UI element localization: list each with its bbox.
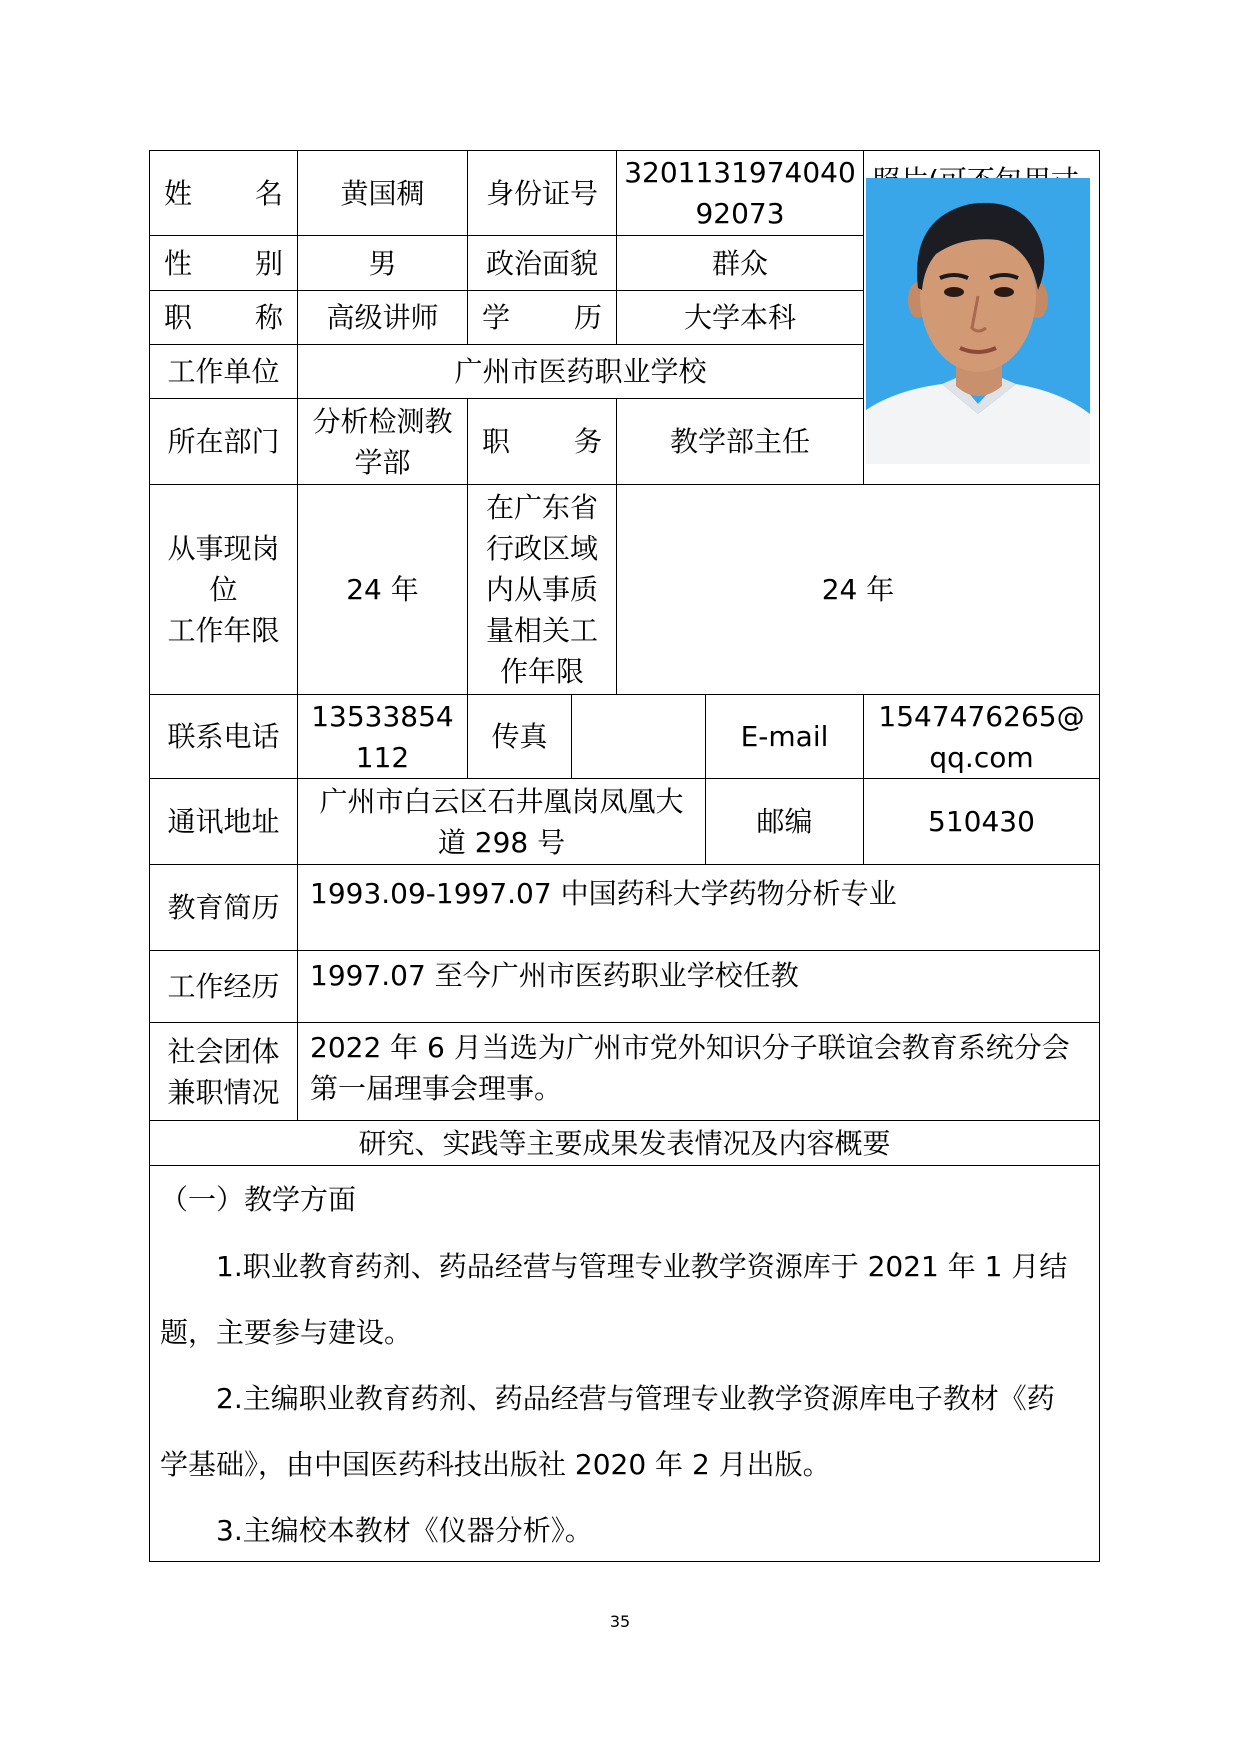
work-history-label: 工作经历 xyxy=(167,970,280,1003)
name-label-char-1: 姓 xyxy=(164,176,193,210)
position-label xyxy=(468,399,616,484)
quality-work-years-label xyxy=(468,485,616,694)
social-label-line-2: 兼职情况 xyxy=(167,1075,280,1109)
postcode-value: 510430 xyxy=(928,805,1035,838)
achievement-item-1-line-1: 1.职业教育药剂、药品经营与管理专业教学资源库于 2021 年 1 月结 xyxy=(216,1250,1068,1283)
position-label-char-2: 务 xyxy=(573,425,602,458)
position-label-char-1: 职 xyxy=(482,425,511,458)
department-line-2: 学部 xyxy=(354,445,411,479)
achievement-item-2-line-1: 2.主编职业教育药剂、药品经营与管理专业教学资源库电子教材《药 xyxy=(216,1382,1055,1415)
achievements-section-title: （一）教学方面 xyxy=(160,1183,357,1216)
quality-label-line-1: 在广东省 xyxy=(485,491,598,524)
social-roles-label xyxy=(150,1023,297,1120)
department-label: 所在部门 xyxy=(167,425,280,458)
phone-line-1: 13533854 xyxy=(311,699,454,733)
id-number-value xyxy=(617,151,863,235)
email-line-2: qq.com xyxy=(929,740,1034,774)
achievement-item-1-line-2: 题，主要参与建设。 xyxy=(160,1316,413,1349)
quality-label-line-2: 行政区域 xyxy=(485,532,598,565)
address-label: 通讯地址 xyxy=(167,805,280,838)
social-roles-line-2: 第一届理事会理事。 xyxy=(310,1072,563,1105)
quality-label-line-4: 量相关工 xyxy=(485,614,598,647)
job-title-label-char-1: 职 xyxy=(164,301,193,334)
education-value: 大学本科 xyxy=(683,301,796,334)
achievements-header: 研究、实践等主要成果发表情况及内容概要 xyxy=(358,1126,891,1160)
id-number-line-2: 92073 xyxy=(695,197,785,230)
employer-label: 工作单位 xyxy=(167,355,280,388)
department-line-1: 分析检测教 xyxy=(312,404,453,438)
years-label-line-3: 工作年限 xyxy=(167,614,280,647)
gender-label xyxy=(150,236,297,290)
job-title-label xyxy=(150,291,297,344)
political-status-label: 政治面貌 xyxy=(485,246,598,280)
education-history-label: 教育简历 xyxy=(167,891,280,924)
id-number-label: 身份证号 xyxy=(485,176,598,210)
social-label-line-1: 社会团体 xyxy=(167,1034,280,1068)
email-value xyxy=(864,695,1099,778)
political-status-value: 群众 xyxy=(711,246,768,280)
social-roles-value xyxy=(298,1023,1099,1120)
name-value: 黄国稠 xyxy=(340,176,425,210)
phone-line-2: 112 xyxy=(355,740,410,774)
gender-label-char-2: 别 xyxy=(254,246,283,280)
address-line-1: 广州市白云区石井凰岗凤凰大 xyxy=(319,784,684,818)
work-history-value: 1997.07 至今广州市医药职业学校任教 xyxy=(310,959,799,992)
address-value xyxy=(298,779,705,864)
name-label xyxy=(150,151,297,235)
achievement-item-2-line-2: 学基础》，由中国医药科技出版社 2020 年 2 月出版。 xyxy=(160,1448,831,1481)
quality-label-line-5: 作年限 xyxy=(499,655,584,688)
years-in-post-label xyxy=(150,485,297,694)
years-in-post-value: 24 年 xyxy=(346,573,419,606)
name-label-char-2: 名 xyxy=(254,176,283,210)
fax-label: 传真 xyxy=(491,720,548,753)
employer-value: 广州市医药职业学校 xyxy=(454,355,707,388)
postcode-label: 邮编 xyxy=(756,805,813,838)
years-label-line-1: 从事现岗 xyxy=(167,532,280,565)
department-value xyxy=(298,399,467,484)
phone-label: 联系电话 xyxy=(167,720,280,753)
education-label xyxy=(468,291,616,344)
years-label-line-2: 位 xyxy=(209,573,238,606)
fax-value xyxy=(572,695,705,778)
quality-label-line-3: 内从事质 xyxy=(485,573,598,606)
page-number: 35 xyxy=(609,1612,631,1631)
gender-value: 男 xyxy=(368,246,397,280)
job-title-value: 高级讲师 xyxy=(326,301,439,334)
gender-label-char-1: 性 xyxy=(164,246,193,280)
social-roles-line-1: 2022 年 6 月当选为广州市党外知识分子联谊会教育系统分会 xyxy=(310,1031,1070,1064)
phone-value xyxy=(298,695,467,778)
id-photo xyxy=(866,178,1090,464)
address-line-2: 道 298 号 xyxy=(437,825,566,859)
achievement-item-3: 3.主编校本教材《仪器分析》。 xyxy=(216,1514,593,1547)
email-line-1: 1547476265@ xyxy=(878,699,1085,733)
education-history-value: 1993.09-1997.07 中国药科大学药物分析专业 xyxy=(310,877,897,910)
education-label-char-1: 学 xyxy=(482,301,511,334)
position-value: 教学部主任 xyxy=(669,425,810,458)
job-title-label-char-2: 称 xyxy=(254,301,283,334)
quality-work-years-value: 24 年 xyxy=(821,573,895,606)
id-number-line-1: 3201131974040 xyxy=(624,156,856,189)
email-label: E-mail xyxy=(740,720,829,753)
education-label-char-2: 历 xyxy=(573,301,602,334)
